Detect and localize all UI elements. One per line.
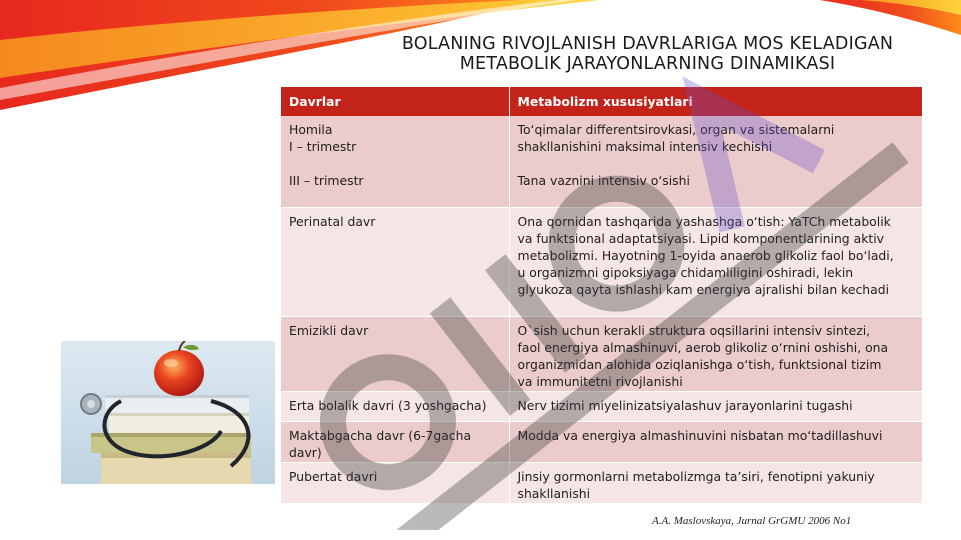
period-line: Pubertat davri bbox=[289, 468, 378, 484]
table-row bbox=[281, 391, 922, 421]
period-cell bbox=[281, 391, 509, 421]
feature-line: shakllanishini maksimal intensiv kechishi bbox=[517, 139, 773, 154]
apple-stethoscope-image bbox=[61, 341, 275, 484]
period-line: III – trimestr bbox=[289, 173, 364, 188]
features-cell bbox=[509, 316, 922, 391]
period-line: Erta bolalik davri (3 yoshgacha) bbox=[289, 397, 487, 413]
feature-line: shakllanishi bbox=[517, 485, 591, 501]
feature-line: Nerv tizimi miyelinizatsiyalashuv jarayonlarini tugashi bbox=[517, 397, 853, 413]
period-line: Maktabgacha davr (6-7gacha bbox=[289, 427, 472, 443]
title-line-2: METABOLIK JARAYONLARNING DINAMIKASI bbox=[459, 54, 836, 74]
period-line: Emizikli davr bbox=[289, 322, 369, 338]
citation: A.A. Maslovskaya, Jurnal GrGMU 2006 No1 bbox=[652, 515, 852, 527]
period-line: Perinatal davr bbox=[289, 213, 376, 229]
feature-line: u organizmni gipoksiyaga chidamliligini oshiradi, lekin bbox=[517, 264, 854, 280]
table-row bbox=[281, 116, 922, 207]
period-cell bbox=[281, 116, 509, 207]
table-row bbox=[281, 316, 922, 391]
column-header-periods: Davrlar bbox=[281, 87, 509, 116]
table-row bbox=[281, 462, 922, 503]
period-cell bbox=[281, 316, 509, 391]
feature-line: glyukoza qayta ishlashi kam energiya ajralishi bilan kechadi bbox=[517, 281, 890, 297]
feature-line: O`sish uchun kerakli struktura oqsillarini intensiv sintezi, bbox=[517, 322, 871, 338]
feature-line: faol energiya almashinuvi, aerob glikoliz o‘rnini oshishi, ona bbox=[517, 339, 889, 355]
period-cell bbox=[281, 421, 509, 462]
period-line: davr) bbox=[289, 444, 322, 460]
page-title bbox=[370, 34, 925, 74]
table-row bbox=[281, 207, 922, 316]
feature-line: Jinsiy gormonlarni metabolizmga ta’siri, fenotipni yakuniy bbox=[517, 468, 875, 484]
features-cell bbox=[509, 207, 922, 316]
feature-line: va funktsional adaptatsiyasi. Lipid komponentlarining aktiv bbox=[517, 230, 884, 246]
feature-line: metabolizmi. Hayotning 1-oyida anaerob glikoliz faol bo‘ladi, bbox=[517, 247, 894, 263]
feature-line: Ona qornidan tashqarida yashashga o‘tish: YaTCh metabolik bbox=[517, 213, 891, 229]
period-line: Homila bbox=[289, 122, 333, 137]
table-row bbox=[281, 421, 922, 462]
feature-line: Tana vaznini intensiv o‘sishi bbox=[517, 173, 690, 188]
period-cell bbox=[281, 462, 509, 503]
column-header-metabolism: Metabolizm xususiyatlari bbox=[509, 87, 922, 116]
period-line: I – trimestr bbox=[289, 139, 357, 154]
feature-line: To‘qimalar differentsirovkasi, organ va sistemalarni bbox=[517, 122, 835, 137]
features-cell bbox=[509, 462, 922, 503]
features-cell bbox=[509, 391, 922, 421]
metabolism-table bbox=[281, 87, 923, 504]
period-cell bbox=[281, 207, 509, 316]
features-cell bbox=[509, 116, 922, 207]
features-cell bbox=[509, 421, 922, 462]
feature-line: va immunitetni rivojlanishi bbox=[517, 373, 683, 389]
table-header-row bbox=[281, 87, 922, 116]
title-line-1: BOLANING RIVOJLANISH DAVRLARIGA MOS KELADIGAN bbox=[401, 34, 894, 54]
feature-line: Modda va energiya almashinuvini nisbatan mo‘tadillashuvi bbox=[517, 427, 883, 443]
feature-line: organizmidan alohida oziqlanishga o‘tish, funktsional tizim bbox=[517, 356, 882, 372]
